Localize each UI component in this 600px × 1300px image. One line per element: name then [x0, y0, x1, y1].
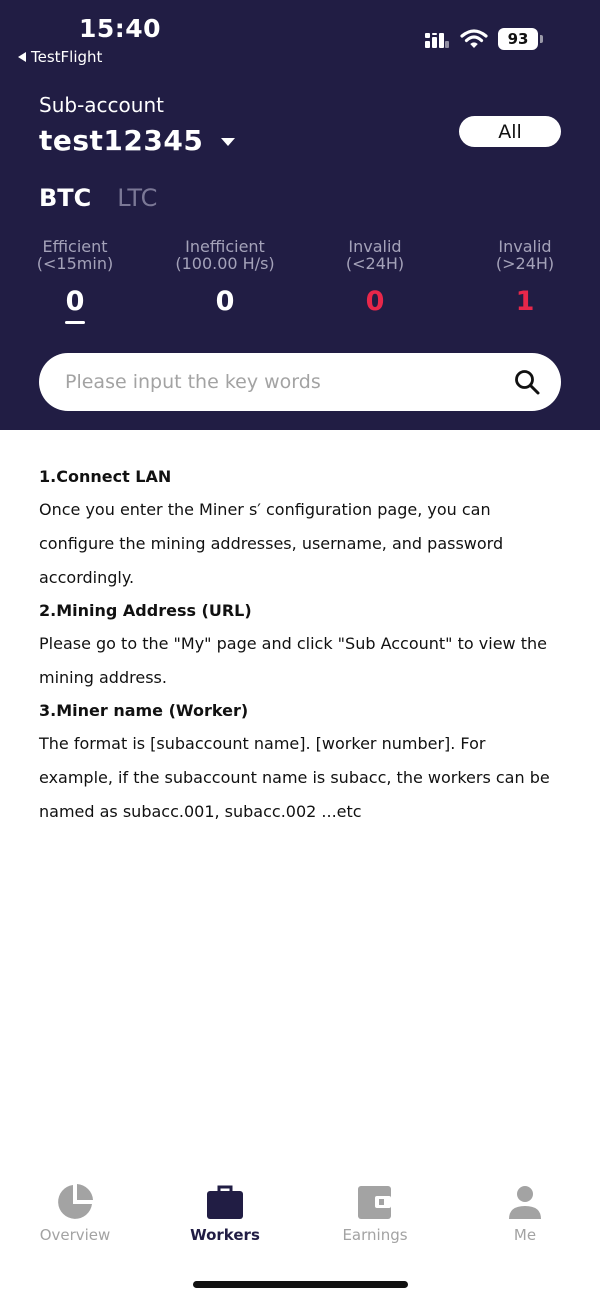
signal-icon	[424, 29, 450, 49]
stat-label	[0, 238, 150, 272]
search-input[interactable]	[65, 371, 513, 393]
search-bar	[39, 353, 561, 411]
wallet-icon	[355, 1182, 395, 1222]
step-body: Once you enter the Miner s′ configuration page, you can configure the mining addresses, username, and password accordingly.	[39, 500, 504, 587]
battery-indicator	[498, 28, 538, 50]
coin-tabs	[39, 184, 157, 212]
worker-stats	[0, 238, 600, 333]
account-selector[interactable]	[39, 124, 235, 157]
stat-label-line1: Invalid	[348, 237, 402, 256]
battery-level: 93	[507, 30, 529, 48]
nav-label: Earnings	[342, 1226, 408, 1244]
stat-inefficient[interactable]	[150, 238, 300, 317]
stat-efficient[interactable]	[0, 238, 150, 324]
step-title: 3.Miner name (Worker)	[39, 701, 249, 720]
back-triangle-icon	[18, 52, 26, 62]
home-indicator[interactable]	[193, 1281, 408, 1288]
stat-label-line1: Invalid	[498, 237, 552, 256]
wifi-icon	[460, 28, 488, 50]
status-icons	[424, 28, 538, 50]
bottom-nav	[0, 1182, 600, 1252]
stat-label-line2: (<15min)	[36, 254, 114, 273]
tab-ltc[interactable]: LTC	[117, 184, 158, 212]
stat-label	[150, 238, 300, 272]
status-time: 15:40	[79, 14, 162, 43]
stat-label-line1: Efficient	[42, 237, 108, 256]
nav-overview[interactable]	[0, 1182, 150, 1244]
stat-label-line2: (<24H)	[345, 254, 405, 273]
stat-label-line2: (>24H)	[495, 254, 555, 273]
back-to-testflight[interactable]	[18, 48, 102, 66]
nav-me[interactable]	[450, 1182, 600, 1244]
stat-label	[300, 238, 450, 272]
search-icon[interactable]	[513, 368, 541, 396]
stat-value: 0	[215, 286, 235, 317]
header	[0, 0, 600, 430]
stat-label-line2: (100.00 H/s)	[175, 254, 275, 273]
nav-earnings[interactable]	[300, 1182, 450, 1244]
stat-label	[450, 238, 600, 272]
nav-label: Overview	[39, 1226, 111, 1244]
step-body: Please go to the "My" page and click "Sub Account" to view the mining address.	[39, 634, 547, 687]
person-icon	[505, 1182, 545, 1222]
account-name: test12345	[39, 124, 204, 157]
all-filter-button[interactable]: All	[459, 116, 561, 147]
stat-value: 0	[365, 286, 385, 317]
stat-value: 1	[515, 286, 535, 317]
nav-workers[interactable]	[150, 1182, 300, 1244]
sub-account-label: Sub-account	[39, 93, 164, 117]
stat-value: 0	[65, 286, 85, 317]
selected-underline	[65, 321, 85, 324]
tab-btc[interactable]: BTC	[39, 184, 92, 212]
nav-label: Me	[513, 1226, 537, 1244]
step-title: 2.Mining Address (URL)	[39, 601, 252, 620]
briefcase-icon	[205, 1182, 245, 1222]
step-title: 1.Connect LAN	[39, 467, 172, 486]
connection-instructions	[39, 461, 564, 829]
caret-down-icon	[221, 138, 235, 146]
back-label: TestFlight	[31, 48, 103, 66]
pie-chart-icon	[55, 1182, 95, 1222]
step-body: The format is [subaccount name]. [worker number]. For example, if the subaccount name is subacc, the workers can be named as subacc.001, subacc.002 ...etc	[39, 734, 550, 821]
stat-label-line1: Inefficient	[185, 237, 265, 256]
stat-invalid-24h[interactable]	[300, 238, 450, 317]
nav-label: Workers	[190, 1226, 260, 1244]
stat-invalid-over-24h[interactable]	[450, 238, 600, 317]
